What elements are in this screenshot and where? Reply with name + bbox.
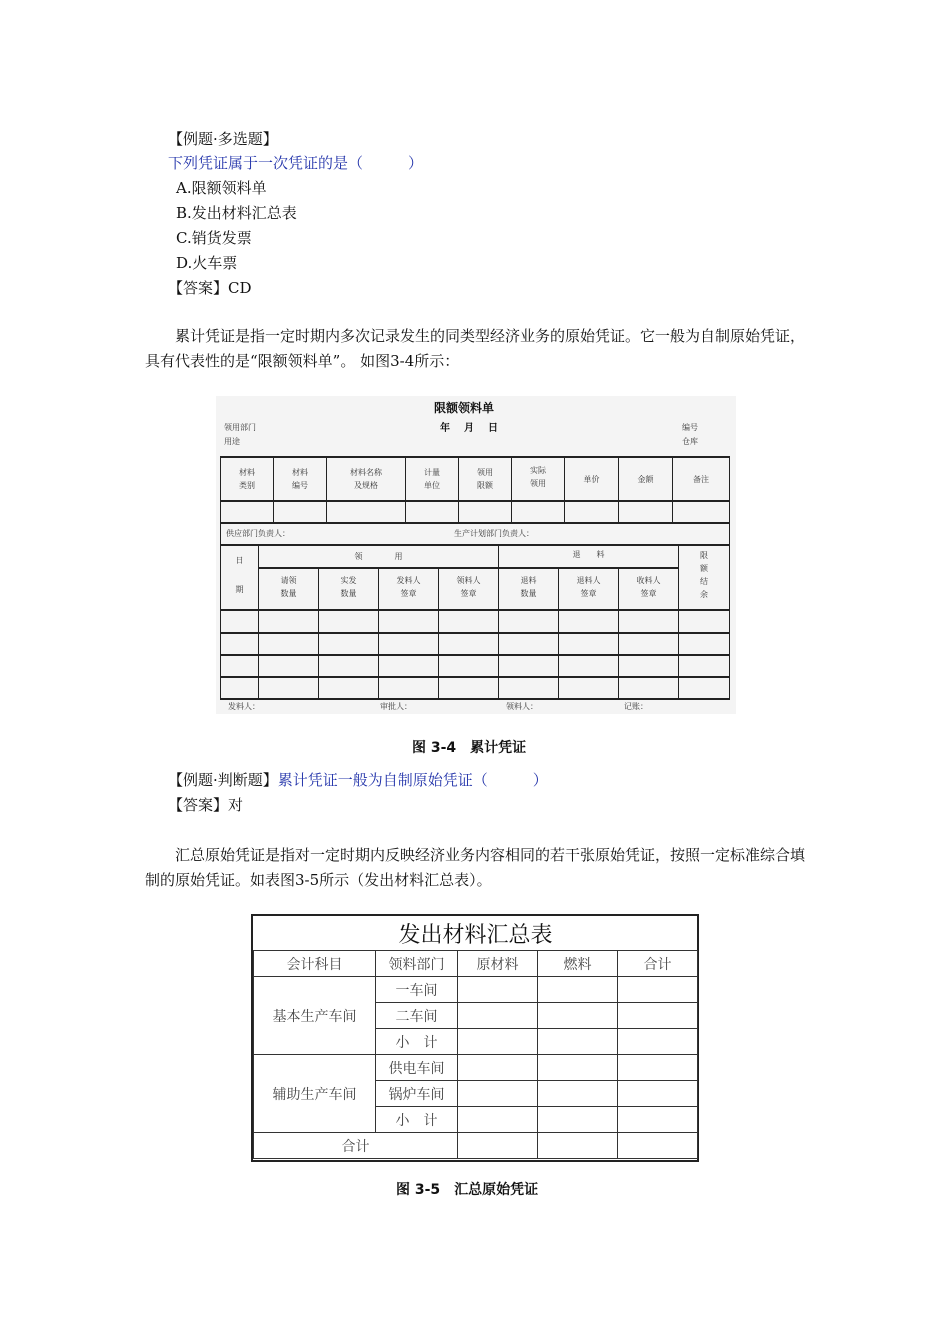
tui-header: 退 料 bbox=[572, 550, 605, 559]
row-subtotal-2: 小 计 bbox=[376, 1107, 458, 1133]
col-limit: 领用 限额 bbox=[477, 468, 493, 490]
header-dept: 领料部门 bbox=[376, 951, 458, 977]
ling-header: 领 用 bbox=[354, 552, 403, 561]
footer-issuer: 发料人： bbox=[228, 702, 260, 711]
header-account: 会计科目 bbox=[254, 951, 376, 977]
example2-label: 【例题·判断题】 bbox=[168, 771, 278, 789]
col-issued-qty: 实发 数量 bbox=[340, 576, 357, 598]
header-raw-material: 原材料 bbox=[458, 951, 538, 977]
figure-caption-3-5: 图 3-5 汇总原始凭证 bbox=[396, 1182, 539, 1198]
example2-line bbox=[168, 770, 548, 790]
example2-answer: 【答案】对 bbox=[168, 796, 244, 814]
col-issuer-seal: 发料人 签章 bbox=[396, 576, 421, 598]
group-basic-production: 基本生产车间 bbox=[254, 977, 376, 1055]
header-fuel: 燃料 bbox=[538, 951, 618, 977]
col-collector-seal: 收料人 签章 bbox=[636, 576, 661, 598]
col-receiver-seal: 领料人 签章 bbox=[456, 576, 481, 598]
form-dept-label: 领用部门 bbox=[224, 423, 256, 432]
col-material-type: 材料 类别 bbox=[239, 468, 255, 490]
col-limit-balance: 限 额 结 余 bbox=[700, 551, 708, 599]
col-remark: 备注 bbox=[693, 475, 709, 484]
col-actual: 实际 领用 bbox=[530, 466, 546, 488]
form-number-label: 编号 bbox=[682, 423, 698, 432]
col-amount: 金额 bbox=[637, 475, 654, 484]
col-price: 单价 bbox=[583, 475, 600, 484]
col-material-name: 材料名称 及规格 bbox=[350, 468, 382, 490]
row-grand-total: 合计 bbox=[254, 1133, 458, 1159]
example1-answer: 【答案】CD bbox=[168, 279, 252, 297]
row-boiler-workshop: 锅炉车间 bbox=[376, 1081, 458, 1107]
figure-material-issue-summary bbox=[251, 914, 699, 1162]
date-col-period: 期 bbox=[235, 585, 244, 594]
row-workshop-2: 二车间 bbox=[376, 1003, 458, 1029]
option-b: B.发出材料汇总表 bbox=[176, 204, 297, 222]
form-title: 限额领料单 bbox=[434, 401, 495, 415]
footer-approver: 审批人： bbox=[380, 702, 412, 711]
figure-caption-3-4: 图 3-4 累计凭证 bbox=[412, 740, 527, 756]
figure-limit-requisition-form bbox=[216, 396, 736, 714]
option-a: A.限额领料单 bbox=[176, 179, 267, 197]
form-date: 年 月 日 bbox=[440, 423, 500, 434]
summary-table-title: 发出材料汇总表 bbox=[254, 916, 698, 951]
col-return-qty: 退料 数量 bbox=[520, 576, 537, 598]
form-purpose-label: 用途 bbox=[224, 437, 240, 446]
col-request-qty: 请领 数量 bbox=[280, 576, 297, 598]
row-workshop-1: 一车间 bbox=[376, 977, 458, 1003]
paragraph-cumulative: 累计凭证是指一定时期内多次记录发生的同类型经济业务的原始凭证。它一般为自制原始凭证，具有代表性的是“限额领料单”。 如图3-4所示： bbox=[145, 327, 806, 370]
col-returner-seal: 退料人 签章 bbox=[576, 576, 601, 598]
example2-question: 累计凭证一般为自制原始凭证（ ） bbox=[277, 771, 548, 789]
supply-dept-label: 供应部门负责人： bbox=[226, 529, 290, 538]
row-subtotal-1: 小 计 bbox=[376, 1029, 458, 1055]
form-warehouse-label: 仓库 bbox=[682, 437, 698, 446]
paragraph-summary: 汇总原始凭证是指对一定时期内反映经济业务内容相同的若干张原始凭证，按照一定标准综合填制的原始凭证。如表图3-5所示（发出材料汇总表）。 bbox=[145, 846, 806, 889]
group-auxiliary-production: 辅助生产车间 bbox=[254, 1055, 376, 1133]
example1-question: 下列凭证属于一次凭证的是（ ） bbox=[168, 154, 424, 172]
header-total: 合计 bbox=[618, 951, 698, 977]
col-material-number: 材料 编号 bbox=[292, 468, 308, 490]
date-col-day: 日 bbox=[235, 556, 244, 565]
option-d: D.火车票 bbox=[176, 254, 238, 272]
row-power-workshop: 供电车间 bbox=[376, 1055, 458, 1081]
plan-dept-label: 生产计划部门负责人： bbox=[454, 529, 534, 538]
col-unit: 计量 单位 bbox=[424, 468, 440, 490]
footer-receiver: 领料人： bbox=[506, 702, 538, 711]
footer-bookkeeper: 记账： bbox=[624, 702, 648, 711]
option-c: C.销货发票 bbox=[176, 229, 252, 247]
example1-label: 【例题·多选题】 bbox=[168, 130, 278, 148]
